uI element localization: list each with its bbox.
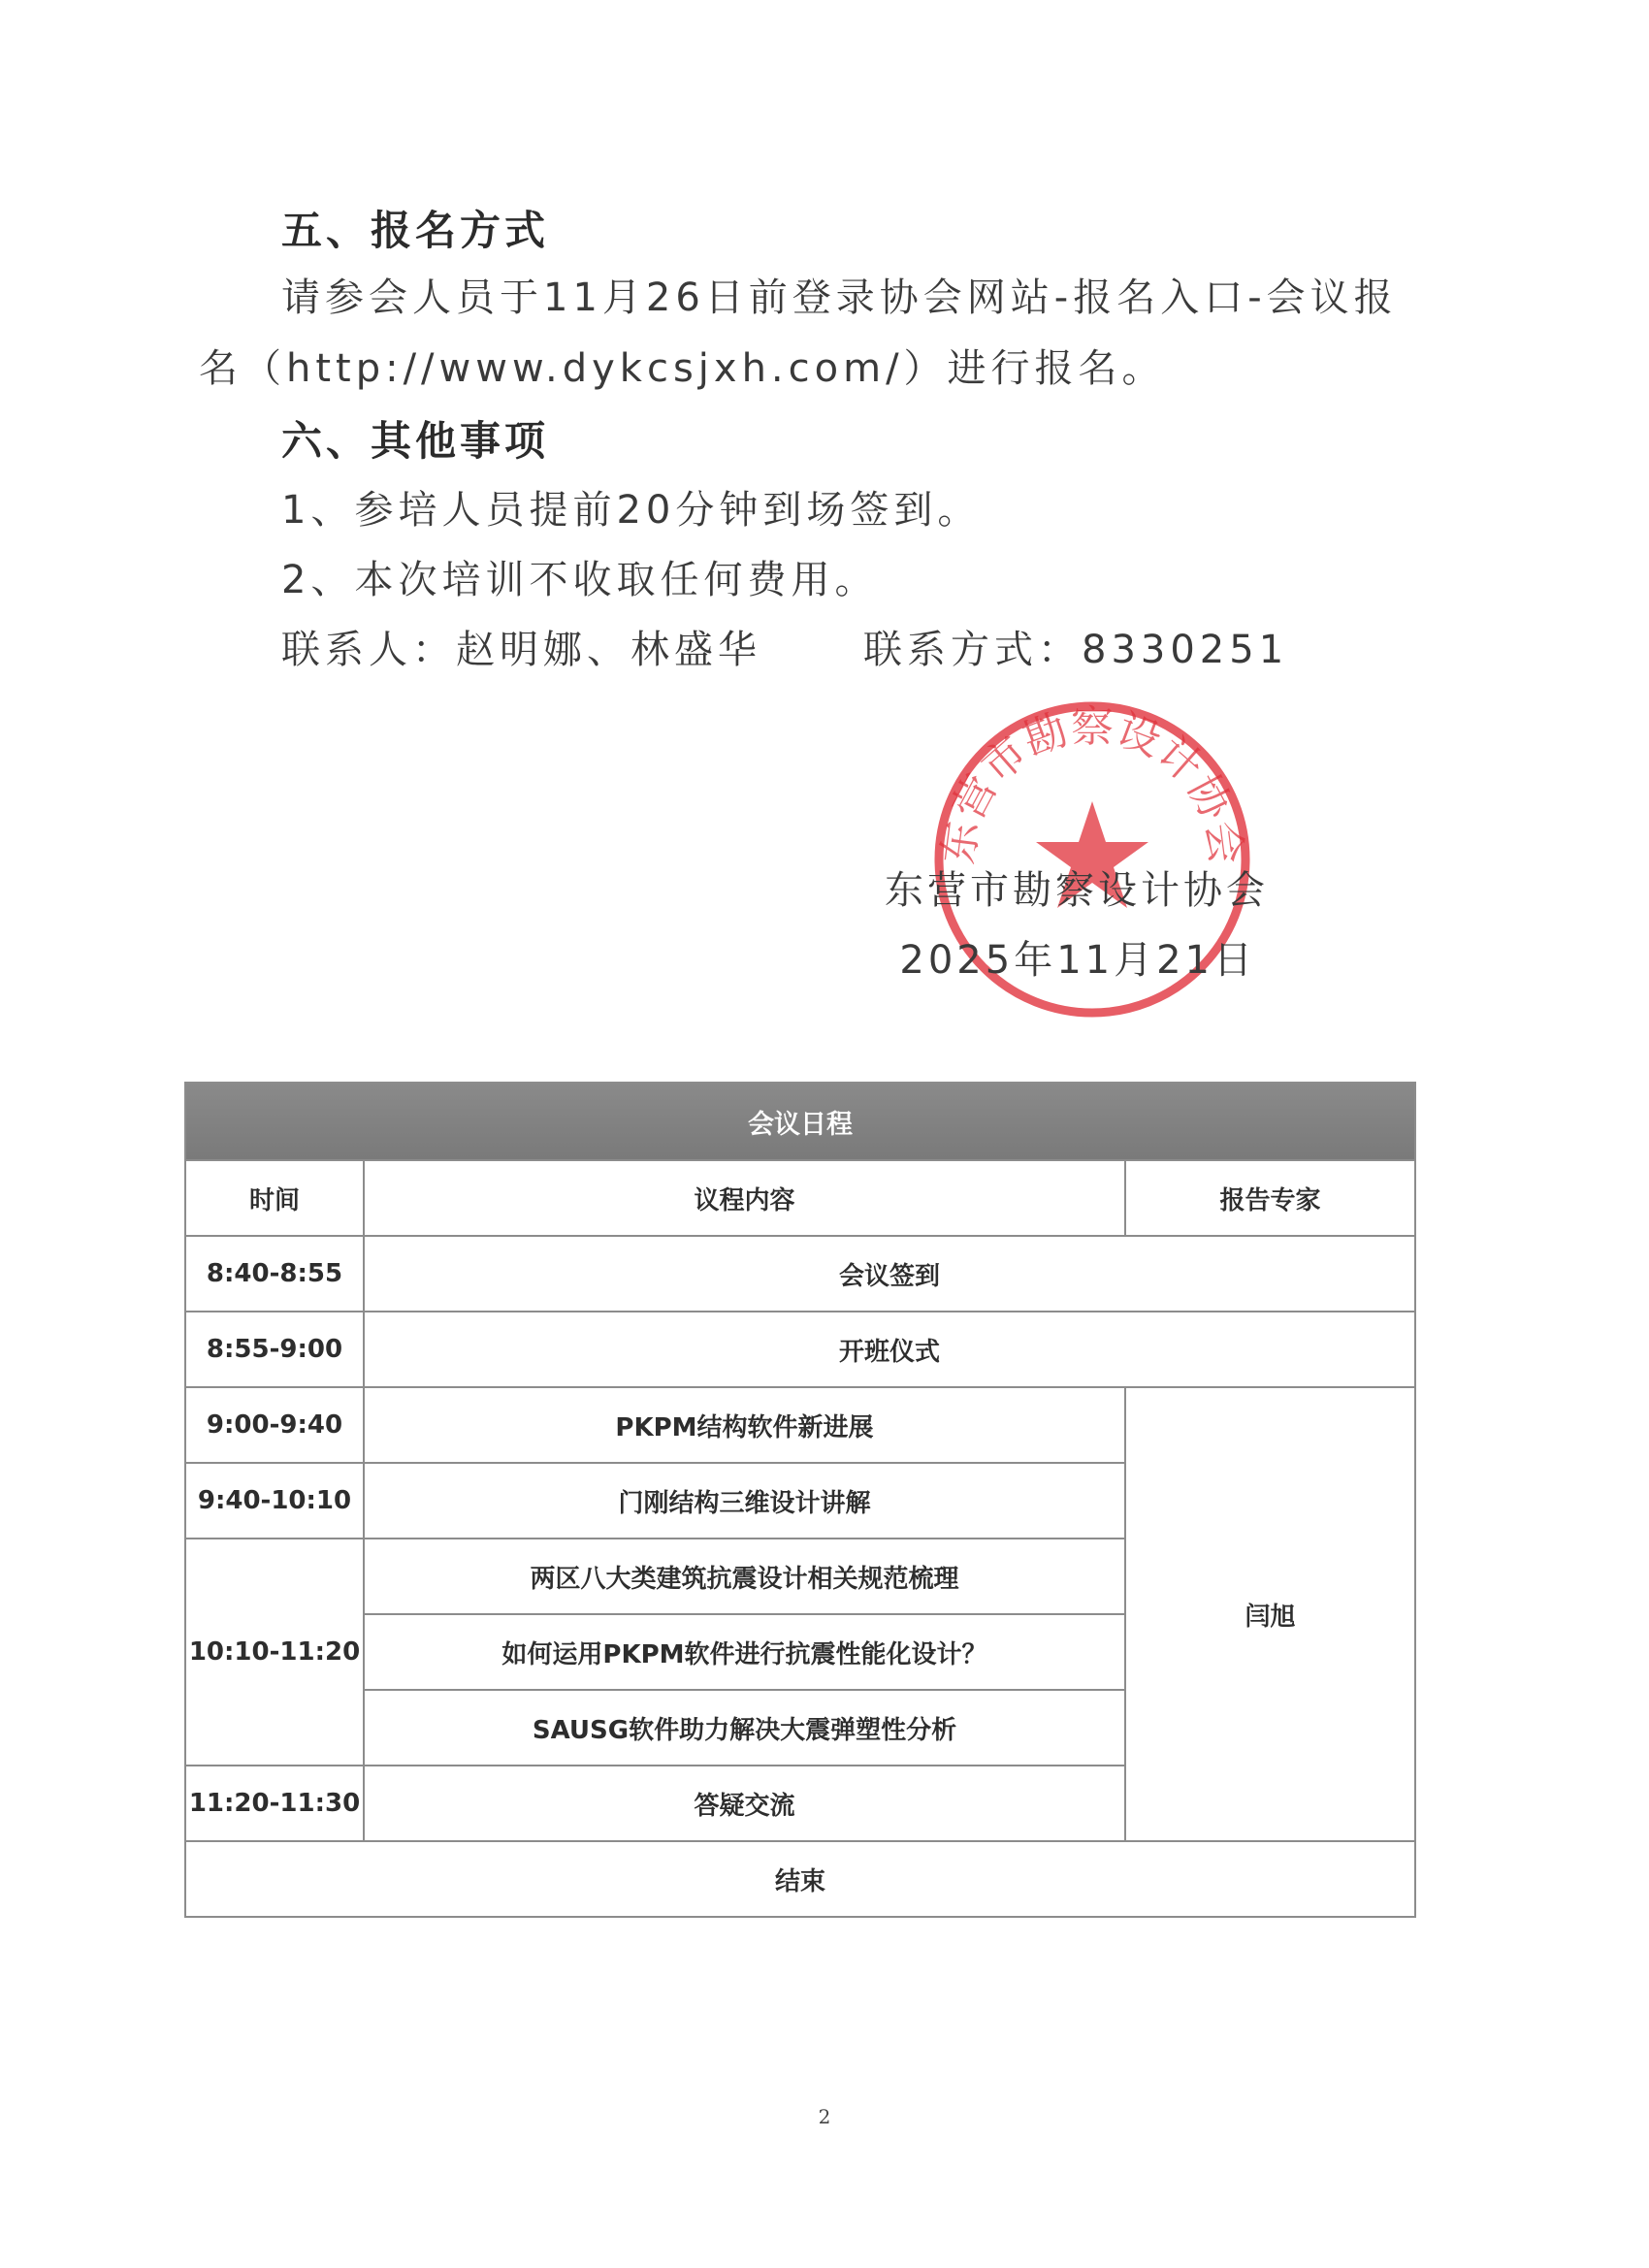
- row-time: 8:40-8:55: [185, 1236, 364, 1312]
- table-row: [185, 1236, 1415, 1312]
- header-content: 议程内容: [364, 1160, 1125, 1236]
- seal-text: 东营市勘察设计协会: [933, 701, 1251, 867]
- row-time: 11:20-11:30: [185, 1766, 364, 1841]
- row-time: 9:40-10:10: [185, 1463, 364, 1539]
- schedule-title-row: [185, 1083, 1415, 1160]
- header-time: 时间: [185, 1160, 364, 1236]
- section6-item2: 2、本次培训不收取任何费用。: [281, 558, 879, 602]
- signature-org: 东营市勘察设计协会: [885, 868, 1269, 913]
- section5-line1: 请参会人员于11月26日前登录协会网站-报名入口-会议报: [281, 275, 1398, 320]
- section5-heading: 五、报名方式: [281, 207, 550, 254]
- row-content: 门刚结构三维设计讲解: [364, 1463, 1125, 1539]
- section5-line2: 名（http://www.dykcsjxh.com/）进行报名。: [199, 346, 1166, 391]
- row-content: 如何运用PKPM软件进行抗震性能化设计？: [364, 1614, 1125, 1690]
- row-content: SAUSG软件助力解决大震弹塑性分析: [364, 1690, 1125, 1766]
- contact-persons: 联系人：赵明娜、林盛华: [281, 628, 761, 672]
- row-time: 8:55-9:00: [185, 1312, 364, 1387]
- section6-item1: 1、参培人员提前20分钟到场签到。: [281, 488, 982, 533]
- row-content: 答疑交流: [364, 1766, 1125, 1841]
- signature-date: 2025年11月21日: [899, 938, 1256, 983]
- row-content: 开班仪式: [364, 1312, 1415, 1387]
- schedule-title: 会议日程: [185, 1083, 1415, 1160]
- page-number: 2: [818, 2105, 831, 2128]
- header-expert: 报告专家: [1125, 1160, 1415, 1236]
- contact-phone: 联系方式：8330251: [863, 628, 1289, 672]
- table-row: [185, 1312, 1415, 1387]
- schedule-table: [184, 1082, 1416, 1918]
- row-time: 10:10-11:20: [185, 1539, 364, 1766]
- row-content: PKPM结构软件新进展: [364, 1387, 1125, 1463]
- schedule-end: 结束: [185, 1841, 1415, 1917]
- table-row: [185, 1387, 1415, 1463]
- row-content: 两区八大类建筑抗震设计相关规范梳理: [364, 1539, 1125, 1614]
- section6-heading: 六、其他事项: [281, 417, 550, 465]
- row-time: 9:00-9:40: [185, 1387, 364, 1463]
- schedule-header-row: [185, 1160, 1415, 1236]
- table-row: [185, 1841, 1415, 1917]
- row-content: 会议签到: [364, 1236, 1415, 1312]
- expert-name: 闫旭: [1125, 1387, 1415, 1841]
